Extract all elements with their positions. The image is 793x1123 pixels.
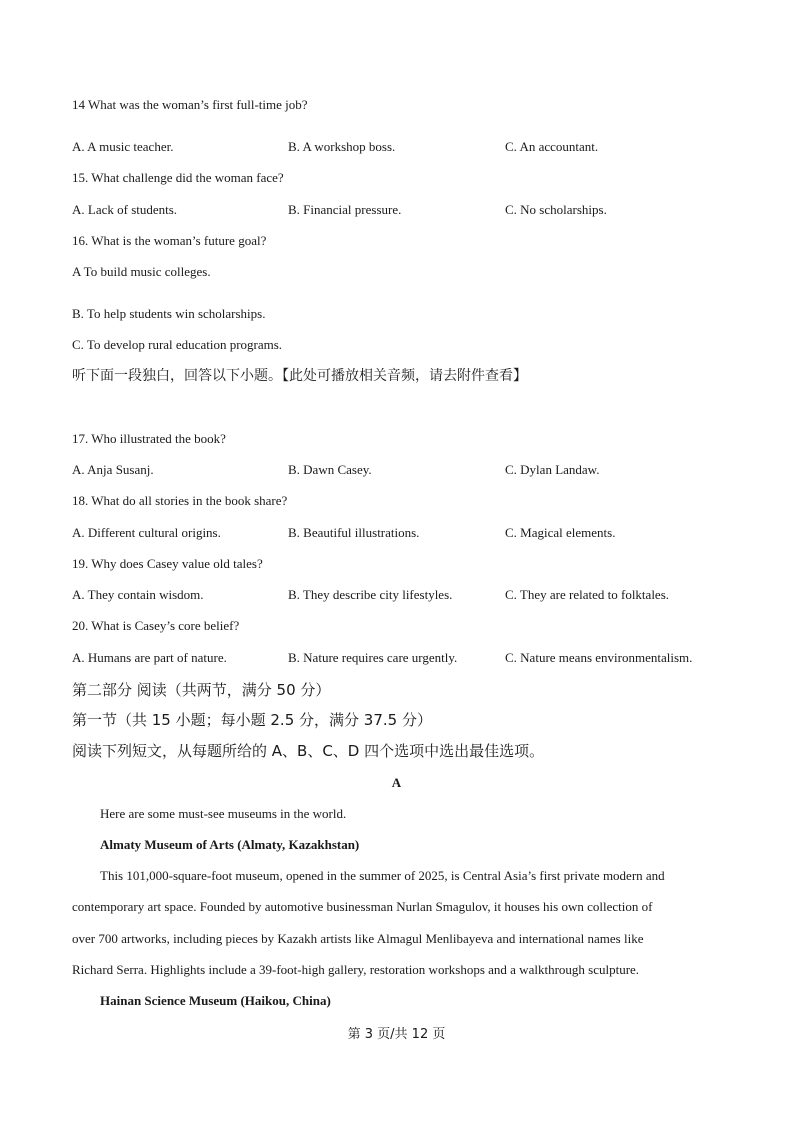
reading-instruction: 阅读下列短文，从每题所给的 A、B、C、D 四个选项中选出最佳选项。 <box>72 742 545 760</box>
option-17-c: C. Dylan Landaw. <box>505 462 600 477</box>
option-15-a: A. Lack of students. <box>72 202 178 217</box>
option-14-b: B. A workshop boss. <box>288 139 396 154</box>
question-14: 14 What was the woman’s first full-time job? <box>72 97 308 112</box>
question-15: 15. What challenge did the woman face? <box>72 170 284 185</box>
option-18-b: B. Beautiful illustrations. <box>288 525 420 540</box>
question-20: 20. What is Casey’s core belief? <box>72 618 240 633</box>
question-17: 17. Who illustrated the book? <box>72 431 226 446</box>
paragraph-line: over 700 artworks, including pieces by Kazakh artists like Almagul Menlibayeva and international names like <box>72 931 644 946</box>
question-19: 19. Why does Casey value old tales? <box>72 556 263 571</box>
option-17-a: A. Anja Susanj. <box>72 462 154 477</box>
passage-label: A <box>391 775 402 790</box>
question-16: 16. What is the woman’s future goal? <box>72 233 267 248</box>
option-15-c: C. No scholarships. <box>505 202 607 217</box>
museum-title-hainan: Hainan Science Museum (Haikou, China) <box>100 993 331 1008</box>
option-19-b: B. They describe city lifestyles. <box>288 587 453 602</box>
paragraph-line: Richard Serra. Highlights include a 39-foot-high gallery, restoration workshops and a walkthrough sculpture. <box>72 962 640 977</box>
option-18-c: C. Magical elements. <box>505 525 616 540</box>
question-18: 18. What do all stories in the book share? <box>72 493 288 508</box>
option-19-a: A. They contain wisdom. <box>72 587 204 602</box>
option-16-c: C. To develop rural education programs. <box>72 337 283 352</box>
option-18-a: A. Different cultural origins. <box>72 525 221 540</box>
option-16-b: B. To help students win scholarships. <box>72 306 266 321</box>
option-20-b: B. Nature requires care urgently. <box>288 650 458 665</box>
museum-title-almaty: Almaty Museum of Arts (Almaty, Kazakhstan) <box>100 837 360 852</box>
section-one-title: 第一节（共 15 小题；每小题 2.5 分，满分 37.5 分） <box>72 711 432 729</box>
option-16-a: A To build music colleges. <box>72 264 211 279</box>
part-two-title: 第二部分 阅读（共两节，满分 50 分） <box>72 681 331 699</box>
option-20-a: A. Humans are part of nature. <box>72 650 227 665</box>
monologue-instruction: 听下面一段独白，回答以下小题。【此处可播放相关音频，请去附件查看】 <box>72 368 527 384</box>
option-17-b: B. Dawn Casey. <box>288 462 372 477</box>
page-number: 第 3 页/共 12 页 <box>347 1027 446 1042</box>
option-14-c: C. An accountant. <box>505 139 599 154</box>
paragraph-line: This 101,000-square-foot museum, opened in the summer of 2025, is Central Asia’s first private modern and <box>100 868 665 883</box>
option-15-b: B. Financial pressure. <box>288 202 402 217</box>
option-14-a: A. A music teacher. <box>72 139 174 154</box>
option-19-c: C. They are related to folktales. <box>505 587 670 602</box>
option-20-c: C. Nature means environmentalism. <box>505 650 693 665</box>
passage-intro: Here are some must-see museums in the world. <box>100 806 347 821</box>
paragraph-line: contemporary art space. Founded by automotive businessman Nurlan Smagulov, it houses his own collection of <box>72 899 653 914</box>
